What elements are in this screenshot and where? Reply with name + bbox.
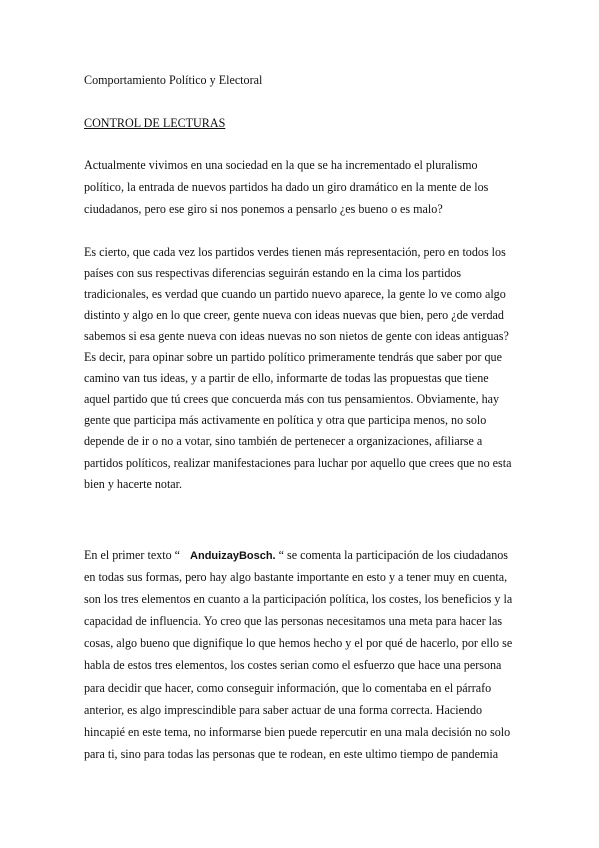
paragraph-line: Es cierto, que cada vez los partidos verdes tienen más representación, pero en todos los (84, 245, 506, 259)
paragraph-line: político, la entrada de nuevos partidos ha dado un giro dramático en la mente de los (84, 180, 489, 194)
paragraph-line: para ti, sino para todas las personas que te rodean, en este ultimo tiempo de pandemia (84, 747, 499, 761)
line-suffix: “ se comenta la participación de los ciudadanos (275, 548, 509, 562)
paragraph-line: camino van tus ideas, y a partir de ello, informarte de todas las propuestas que tiene (84, 371, 489, 385)
paragraph-line: tradicionales, es verdad que cuando un partido nuevo aparece, la gente lo ve como algo (84, 287, 506, 301)
paragraph-line: son los tres elementos en cuanto a la participación política, los costes, los beneficios y la (84, 592, 513, 606)
section-title: CONTROL DE LECTURAS (84, 116, 226, 130)
course-title: Comportamiento Político y Electoral (84, 73, 263, 87)
paragraph-line: países con sus respectivas diferencias seguirán estando en la cima los partidos (84, 266, 462, 280)
paragraph-line: depende de ir o no a votar, sino también de pertenecer a organizaciones, afiliarse a (84, 434, 483, 448)
paragraph-line: ciudadanos, pero ese giro si nos ponemos a pensarlo ¿es bueno o es malo? (84, 202, 443, 216)
paragraph-line: Actualmente vivimos en una sociedad en la que se ha incrementado el pluralismo (84, 158, 478, 172)
paragraph-line: anterior, es algo imprescindible para saber actuar de una forma correcta. Haciendo (84, 703, 483, 717)
author-citation: AnduizayBosch. (190, 550, 276, 562)
line-prefix: En el primer texto “ (84, 548, 181, 562)
paragraph-line: para decidir que hacer, como conseguir información, que lo comentaba en el párrafo (84, 681, 492, 695)
paragraph-line: capacidad de influencia. Yo creo que las personas necesitamos una meta para hacer las (84, 614, 503, 628)
paragraph-line: hincapié en este tema, no informarse bien puede repercutir en una mala decisión no solo (84, 725, 511, 739)
paragraph-line: Es decir, para opinar sobre un partido político primeramente tendrás que saber por que (84, 350, 502, 364)
paragraph-line: distinto y algo en lo que creer, gente nueva con ideas nuevas que bien, pero ¿de verdad (84, 308, 504, 322)
paragraph-line: sabemos si esa gente nueva con ideas nuevas no son nietos de gente con ideas antiguas? (84, 329, 509, 343)
paragraph-line (84, 548, 508, 563)
paragraph-line: partidos políticos, realizar manifestaciones para luchar por aquello que crees que no esta (84, 456, 512, 470)
paragraph-line: cosas, algo bueno que dignifique lo que hemos hecho y el por qué de hacerlo, por ello se (84, 636, 513, 650)
paragraph-line: gente que participa más activamente en política y otra que participa menos, no solo (84, 413, 487, 427)
paragraph-line: bien y hacerte notar. (84, 477, 183, 491)
paragraph-line: en todas sus formas, pero hay algo bastante importante en esto y a tener muy en cuenta, (84, 570, 508, 584)
paragraph-line: habla de estos tres elementos, los costes serian como el esfuerzo que hace una persona (84, 658, 502, 672)
paragraph-line: aquel partido que tú crees que concuerda más con tus pensamientos. Obviamente, hay (84, 392, 500, 406)
